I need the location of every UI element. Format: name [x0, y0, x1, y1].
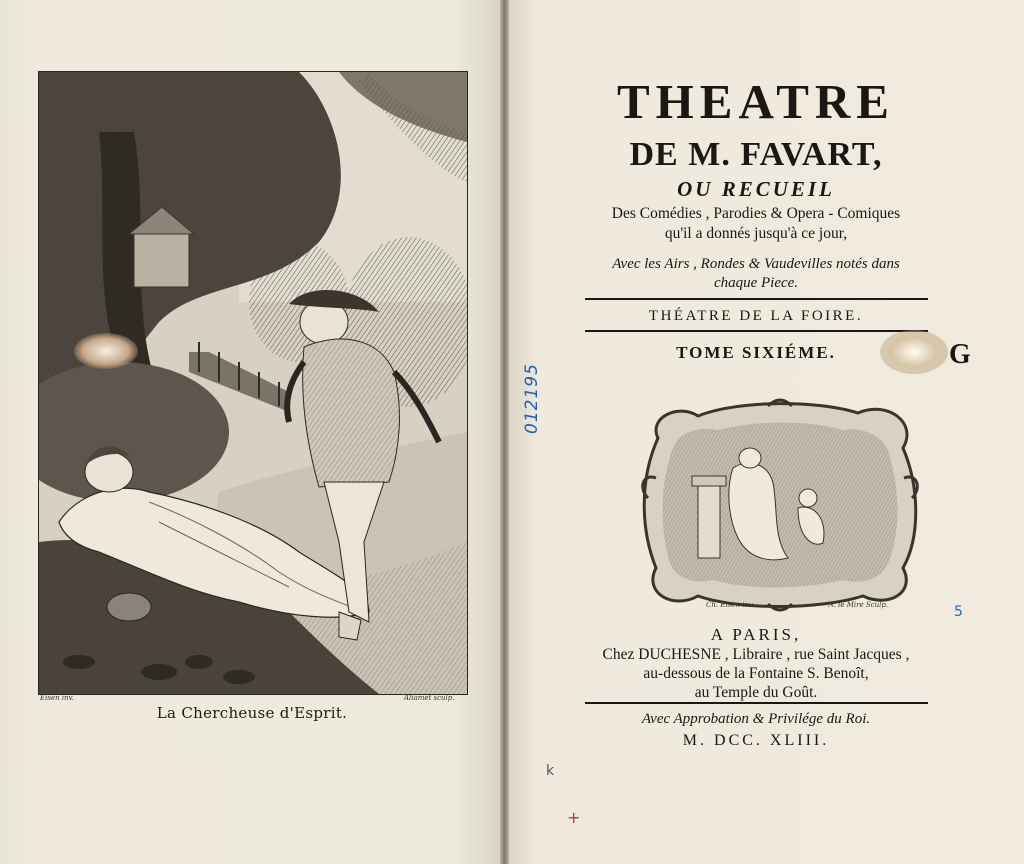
plate-credit-engraver: Aliamet sculp.	[404, 694, 455, 702]
publication-date: M. DCC. XLIII.	[682, 732, 830, 749]
margin-mark-plus: +	[567, 808, 581, 827]
title-author: DE M. FAVART,	[629, 136, 883, 173]
vignette-credit-designer: Ch. Eisen inv.	[706, 601, 755, 609]
title-vignette	[638, 398, 922, 612]
privilege-line: Avec Approbation & Privilége du Roi.	[641, 711, 871, 727]
imprint-city: A PARIS,	[710, 625, 802, 644]
rule-bottom	[585, 702, 928, 704]
vignette-illustration	[638, 398, 922, 612]
vignette-credit-engraver: N. le Mire Sculp.	[828, 601, 889, 609]
margin-mark-k: k	[546, 763, 555, 779]
rule-middle	[585, 330, 928, 332]
paper-stain	[74, 333, 138, 369]
imprint-line-3: au Temple du Goût.	[694, 684, 818, 701]
series-title: THÉATRE DE LA FOIRE.	[648, 308, 864, 324]
margin-mark: 5	[954, 604, 963, 620]
book-gutter	[500, 0, 509, 864]
plate-credit-designer: Eisen inv.	[40, 694, 74, 702]
title-recueil: OU RECUEIL	[677, 177, 835, 201]
subtitle-line-3: Avec les Airs , Rondes & Vaudevilles notés dans	[612, 256, 900, 272]
shelf-mark-wrap	[520, 332, 544, 436]
stamp-letter: G	[949, 339, 971, 370]
shelf-mark: 012195	[522, 363, 542, 434]
imprint-line-1: Chez DUCHESNE , Libraire , rue Saint Jacques ,	[602, 646, 910, 663]
title-theatre: THEATRE	[617, 74, 895, 129]
subtitle-line-4: chaque Piece.	[713, 275, 799, 291]
plate-caption: La Chercheuse d'Esprit.	[156, 704, 348, 722]
rule-top	[585, 298, 928, 300]
frontispiece-engraving	[38, 71, 468, 695]
volume-title: TOME SIXIÉME.	[676, 343, 836, 362]
subtitle-line-1: Des Comédies , Parodies & Opera - Comiques	[611, 205, 901, 222]
subtitle-line-2: qu'il a donnés jusqu'à ce jour,	[664, 225, 848, 242]
imprint-line-2: au-dessous de la Fontaine S. Benoît,	[643, 665, 869, 682]
engraving-illustration	[39, 72, 467, 694]
paper-stain	[880, 330, 948, 374]
